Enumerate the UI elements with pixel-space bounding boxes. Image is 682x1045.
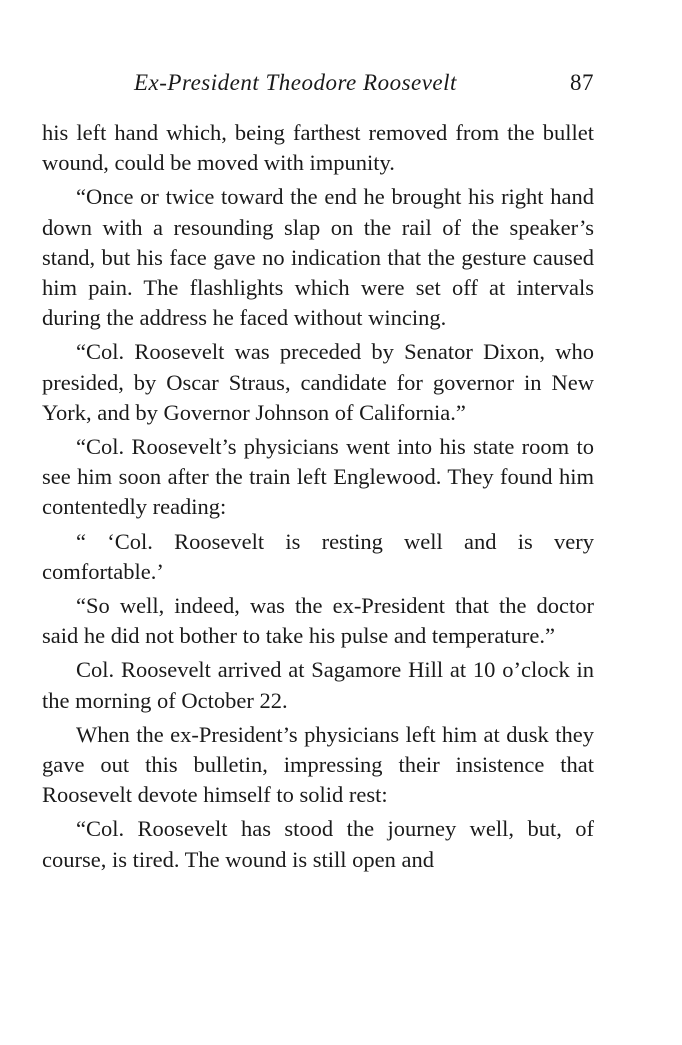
paragraph: “Once or twice toward the end he brought his right hand down with a resounding slap on the rail of the speaker’s stand, but his face gave no indication that the gesture caused him pain. The flashlights which were set off at intervals during the address he faced without wincing. xyxy=(42,184,594,331)
running-title: Ex-President Theodore Roosevelt xyxy=(134,70,457,95)
paragraph: “So well, indeed, was the ex-President that the doctor said he did not bother to take his pulse and temperature.” xyxy=(42,593,594,649)
paragraph: his left hand which, being farthest removed from the bullet wound, could be moved with impunity. xyxy=(42,120,594,176)
paragraph: “Col. Roosevelt was preceded by Senator Dixon, who presided, by Oscar Straus, candidate for governor in New York, and by Governor Johnson of California.” xyxy=(42,339,594,425)
running-head xyxy=(42,66,594,106)
paragraph: When the ex-President’s physicians left him at dusk they gave out this bulletin, impressing their insistence that Roosevelt devote himself to solid rest: xyxy=(42,721,594,808)
paragraph: Col. Roosevelt arrived at Sagamore Hill at 10 o’clock in the morning of October 22. xyxy=(42,657,594,713)
page-number: 87 xyxy=(570,70,594,95)
paragraph: “ ‘Col. Roosevelt is resting well and is very comfortable.’ xyxy=(42,528,594,584)
body-text xyxy=(42,118,594,875)
paragraph: “Col. Roosevelt has stood the journey well, but, of course, is tired. The wound is still open and xyxy=(42,816,594,872)
book-page xyxy=(42,66,594,875)
paragraph: “Col. Roosevelt’s physicians went into his state room to see him soon after the train left Englewood. They found him contentedly reading: xyxy=(42,434,594,520)
